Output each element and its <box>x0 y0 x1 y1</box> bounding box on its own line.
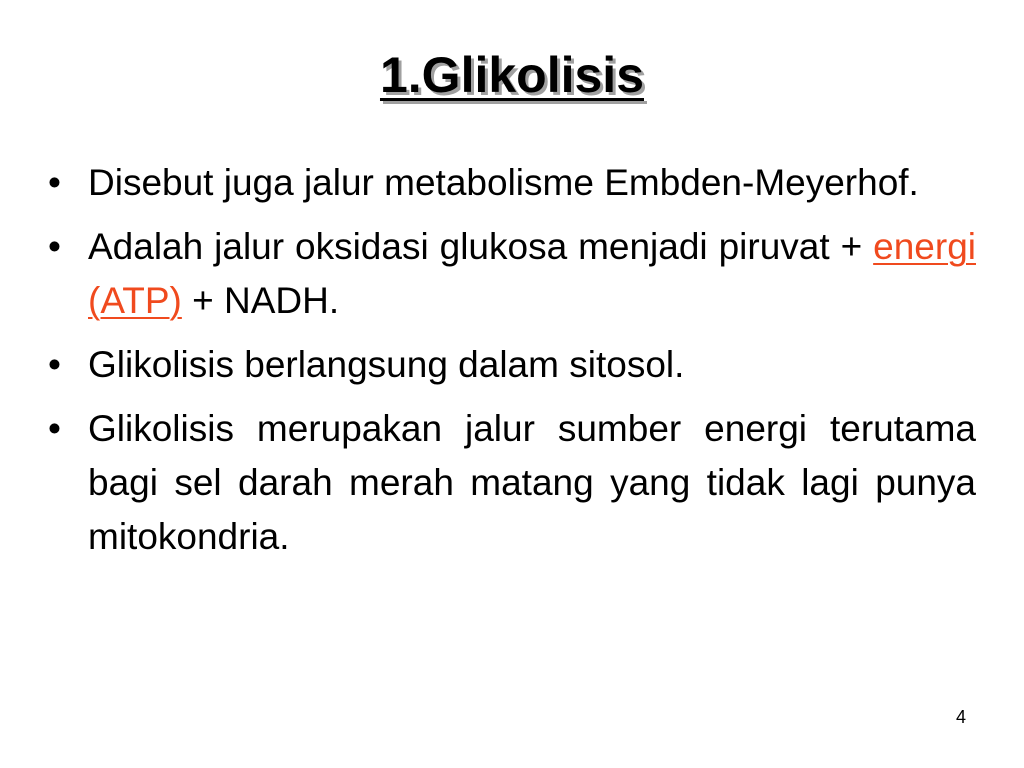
bullet-text-4: Glikolisis merupakan jalur sumber energi terutama bagi sel darah merah matang yang tidak lagi punya mitokondria. <box>88 408 976 557</box>
bullet-text-3: Glikolisis berlangsung dalam sitosol. <box>88 344 685 385</box>
bullet-icon: • <box>48 344 61 385</box>
bullet-text-2-before: Adalah jalur oksidasi glukosa menjadi piruvat + <box>88 226 874 267</box>
page-number: 4 <box>955 707 966 727</box>
bullet-icon: • <box>48 408 61 449</box>
bullet-icon: • <box>48 162 61 203</box>
bullet-icon: • <box>48 226 61 267</box>
bullet-item-4 <box>44 402 976 564</box>
bullet-item-1 <box>44 156 976 210</box>
bullet-text-1: Disebut juga jalur metabolisme Embden-Meyerhof. <box>88 162 919 203</box>
slide-title <box>0 42 1024 108</box>
energy-atp-link[interactable]: energi (ATP) <box>88 226 976 321</box>
bullet-text-2-after: + NADH. <box>181 280 340 321</box>
slide-title-text: 1.Glikolisis <box>379 47 644 103</box>
bullet-list <box>44 156 976 574</box>
bullet-item-3 <box>44 338 976 392</box>
bullet-item-2 <box>44 220 976 328</box>
